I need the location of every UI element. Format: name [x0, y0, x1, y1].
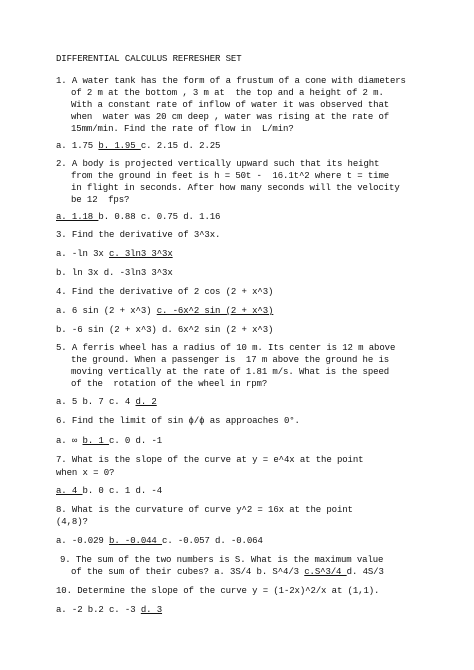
q5-line-1: 5. A ferris wheel has a radius of 10 m. Its center is 12 m above	[56, 343, 396, 353]
q6-choices	[56, 436, 162, 447]
q8-line-1: 8. What is the curvature of curve y^2 = 16x at the point	[56, 505, 353, 515]
q1-line-4: when water was 20 cm deep , water was rising at the rate of	[71, 112, 390, 122]
q1-choices-rest: c. 2.15 d. 2.25	[140, 141, 221, 151]
q8-line-2: (4,8)?	[56, 517, 88, 527]
q4-choice-c-answer: c. -6x^2 sin (2 + x^3)	[156, 306, 274, 316]
q2-choices	[56, 212, 220, 223]
q5-line-3: moving vertically at the rate of 1.81 m/s. What is the speed	[71, 367, 390, 377]
q4-choices-2: b. -6 sin (2 + x^3) d. 6x^2 sin (2 + x^3)	[56, 325, 274, 335]
q2-line-3: in flight in seconds. After how many seconds will the velocity	[71, 183, 400, 193]
q7-choices	[56, 486, 162, 497]
q9-line-2	[71, 567, 384, 578]
q1-line-3: With a constant rate of inflow of water it was observed that	[71, 100, 390, 110]
q10-choices	[56, 605, 162, 616]
q6-choice-a: a. ∞	[56, 436, 83, 446]
q5-line-4: of the rotation of the wheel in rpm?	[71, 379, 268, 389]
q3-line-1: 3. Find the derivative of 3^3x.	[56, 230, 221, 240]
q9-line-1: 9. The sum of the two numbers is S. What is the maximum value	[60, 555, 384, 565]
q3-choice-a: a. -ln 3x	[56, 249, 110, 259]
q1-line-5: 15mm/min. Find the rate of flow in L/min?	[71, 124, 294, 134]
q2-line-1: 2. A body is projected vertically upward such that its height	[56, 159, 380, 169]
q7-choices-rest: b. 0 c. 1 d. -4	[82, 486, 163, 496]
q4-choices-1	[56, 306, 273, 317]
q8-choices	[56, 536, 263, 547]
q2-choices-rest: b. 0.88 c. 0.75 d. 1.16	[98, 212, 221, 222]
document-title: DIFFERENTIAL CALCULUS REFRESHER SET	[56, 54, 242, 64]
q4-choice-a: a. 6 sin (2 + x^3)	[56, 306, 157, 316]
q1-choice-a: a. 1.75	[56, 141, 99, 151]
q5-choices-pre: a. 5 b. 7 c. 4	[56, 397, 136, 407]
q6-choice-b-answer: b. 1	[82, 436, 110, 446]
q3-choices-2: b. ln 3x d. -3ln3 3^3x	[56, 268, 173, 278]
q6-choices-rest: c. 0 d. -1	[109, 436, 163, 446]
q2-line-2: from the ground in feet is h = 50t - 16.1t^2 where t = time	[71, 171, 390, 181]
q1-line-1: 1. A water tank has the form of a frustum of a cone with diameters	[56, 76, 406, 86]
q2-choice-a-answer: a. 1.18	[56, 212, 99, 222]
q8-choices-rest: c. -0.057 d. -0.064	[162, 536, 263, 546]
q5-line-2: the ground. When a passenger is 17 m above the ground he is	[71, 355, 390, 365]
q4-line-1: 4. Find the derivative of 2 cos (2 + x^3)	[56, 287, 274, 297]
q3-choices-1	[56, 249, 173, 260]
q7-line-1: 7. What is the slope of the curve at y = e^4x at the point	[56, 455, 364, 465]
q3-choice-c-answer: c. 3ln3 3^3x	[109, 249, 173, 259]
q10-choice-d-answer: d. 3	[140, 605, 163, 615]
q7-choice-a-answer: a. 4	[56, 486, 83, 496]
q8-choice-a: a. -0.029	[56, 536, 110, 546]
q1-choices	[56, 141, 220, 152]
q2-line-4: be 12 fps?	[71, 195, 130, 205]
q9-choices-pre: of the sum of their cubes? a. 3S/4 b. S^4/3	[71, 567, 305, 577]
q8-choice-b-answer: b. -0.044	[109, 536, 163, 546]
q9-choice-c-answer: c.S^3/4	[304, 567, 347, 577]
q7-line-2: when x = 0?	[56, 468, 115, 478]
q9-choices-rest: d. 4S/3	[346, 567, 384, 577]
q1-choice-b-answer: b. 1.95	[98, 141, 141, 151]
q5-choice-d-answer: d. 2	[135, 397, 157, 407]
q1-line-2: of 2 m at the bottom , 3 m at the top and a height of 2 m.	[71, 88, 384, 98]
q6-line-1: 6. Find the limit of sin ϕ/ϕ as approaches 0°.	[56, 416, 300, 426]
q10-choices-pre: a. -2 b.2 c. -3	[56, 605, 141, 615]
q10-line-1: 10. Determine the slope of the curve y = (1-2x)^2/x at (1,1).	[56, 586, 380, 596]
q5-choices	[56, 397, 157, 408]
